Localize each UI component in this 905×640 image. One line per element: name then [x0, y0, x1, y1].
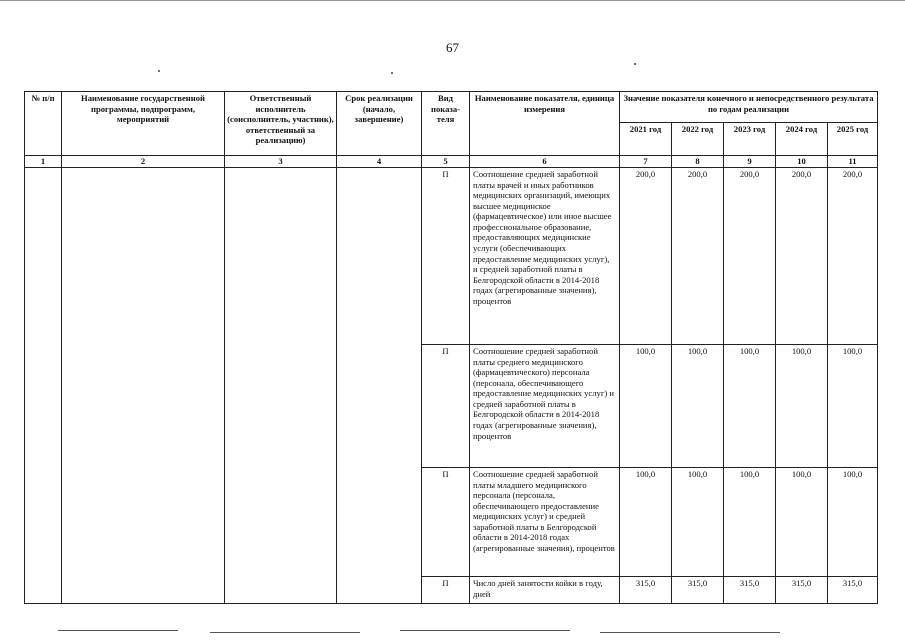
indicator-value: 100,0	[672, 468, 724, 577]
scan-artifact-line	[0, 0, 905, 1]
indicator-value: 315,0	[620, 577, 672, 604]
indicator-type: П	[422, 468, 470, 577]
page-number: 67	[446, 40, 459, 55]
indicator-value: 100,0	[672, 345, 724, 468]
scan-speck	[634, 63, 636, 65]
scan-speck	[391, 72, 393, 74]
header-year: 2021 год	[620, 123, 672, 156]
indicator-value: 100,0	[724, 468, 776, 577]
indicator-type: П	[422, 577, 470, 604]
column-numbers-row	[25, 156, 878, 168]
cell-period-empty	[337, 168, 422, 604]
table-row	[25, 168, 878, 345]
cell-program-empty	[62, 168, 225, 604]
indicators-table	[24, 91, 878, 604]
header-number: № п/п	[25, 92, 62, 156]
indicator-value: 200,0	[776, 168, 828, 345]
column-number: 9	[724, 156, 776, 168]
scan-artifact-line	[210, 632, 360, 633]
column-number: 2	[62, 156, 225, 168]
indicator-name: Соотношение средней заработной платы врачей и иных работников медицинских организаций, имеющих высшее медицинское (фармацевтическое) или иное высшее профессиональное образование, предоставляющих медицинские услуги (обеспечивающих предоставление медицинских услуг), и средней заработной платы в Белгородской области в 2014-2018 годах (агрегированные значения), процентов	[470, 168, 620, 345]
scan-artifact-line	[600, 632, 780, 633]
column-number: 8	[672, 156, 724, 168]
cell-number-empty	[25, 168, 62, 604]
indicator-value: 200,0	[828, 168, 878, 345]
header-program: Наименование государственной программы, подпрограмм, мероприятий	[62, 92, 225, 156]
header-year: 2022 год	[672, 123, 724, 156]
header-year: 2023 год	[724, 123, 776, 156]
indicator-value: 100,0	[828, 345, 878, 468]
indicator-value: 315,0	[776, 577, 828, 604]
column-number: 7	[620, 156, 672, 168]
header-indicator-name: Наименование показателя, единица измерения	[470, 92, 620, 156]
indicator-value: 100,0	[620, 345, 672, 468]
cell-executor-empty	[225, 168, 337, 604]
column-number: 1	[25, 156, 62, 168]
indicator-value: 200,0	[724, 168, 776, 345]
indicator-name: Число дней занятости койки в году, дней	[470, 577, 620, 604]
indicator-value: 100,0	[776, 468, 828, 577]
indicator-value: 200,0	[620, 168, 672, 345]
indicator-value: 100,0	[828, 468, 878, 577]
header-period: Срок реализации (начало, завершение)	[337, 92, 422, 156]
indicator-name: Соотношение средней заработной платы среднего медицинского (фармацевтического) персонала (персонала, обеспечивающего предоставление медицинских услуг) и средней заработной платы в Белгородской области в 2014-2018 годах (агрегированные значения), процентов	[470, 345, 620, 468]
header-year: 2025 год	[828, 123, 878, 156]
scan-artifact-line	[400, 630, 570, 631]
header-indicator-type: Вид показа-теля	[422, 92, 470, 156]
header-year: 2024 год	[776, 123, 828, 156]
indicator-type: П	[422, 168, 470, 345]
indicator-value: 315,0	[724, 577, 776, 604]
scan-artifact-line	[58, 630, 178, 631]
indicator-name: Соотношение средней заработной платы младшего медицинского персонала (персонала, обеспечивающего предоставление медицинских услуг) и средней заработной платы в Белгородской области в 2014-2018 годах (агрегированные значения), процентов	[470, 468, 620, 577]
column-number: 6	[470, 156, 620, 168]
indicator-value: 200,0	[672, 168, 724, 345]
header-values: Значение показателя конечного и непосредственного результата по годам реализации	[620, 92, 878, 123]
indicator-value: 100,0	[776, 345, 828, 468]
indicator-value: 100,0	[620, 468, 672, 577]
header-executor: Ответственный исполнитель (соисполнитель, участник), ответственный за реализацию)	[225, 92, 337, 156]
indicator-value: 100,0	[724, 345, 776, 468]
scan-speck	[158, 70, 160, 72]
indicator-value: 315,0	[672, 577, 724, 604]
column-number: 5	[422, 156, 470, 168]
column-number: 10	[776, 156, 828, 168]
indicator-value: 315,0	[828, 577, 878, 604]
column-number: 11	[828, 156, 878, 168]
column-number: 4	[337, 156, 422, 168]
column-number: 3	[225, 156, 337, 168]
indicator-type: П	[422, 345, 470, 468]
